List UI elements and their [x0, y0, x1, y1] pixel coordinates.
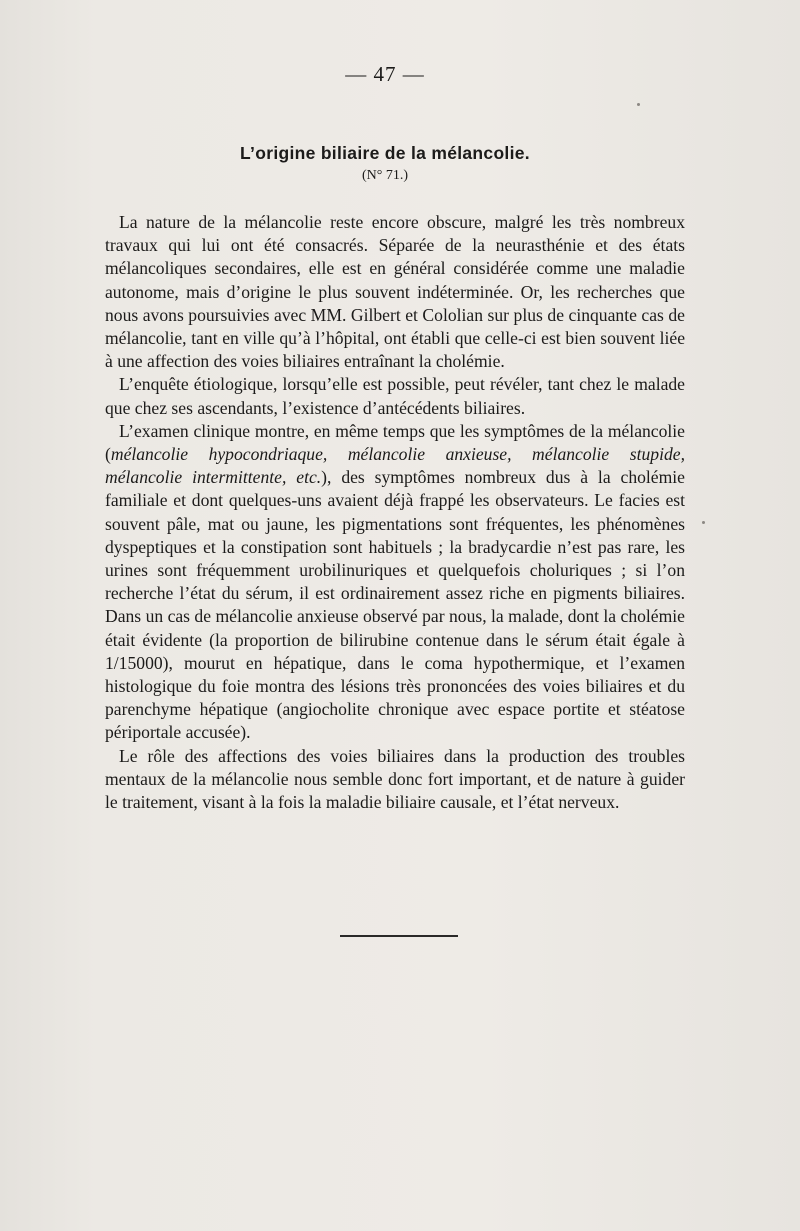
- section-number: (N° 71.): [361, 168, 409, 183]
- page-number: — 47 —: [345, 62, 425, 86]
- paragraph: [105, 420, 685, 745]
- body-text: [105, 211, 685, 814]
- paragraph: [105, 373, 685, 419]
- text-run: Le rôle des affections des voies biliaires dans la production des troubles mentaux de la mélancolie nous semble donc fort important, et de nature à guider le traitement, visant à la fois la maladie biliaire causale, et l’état nerveux.: [105, 745, 685, 813]
- section-title: L’origine biliaire de la mélancolie.: [240, 143, 530, 163]
- speck: [637, 103, 640, 106]
- end-rule: [340, 935, 458, 937]
- paragraph: [105, 211, 685, 373]
- text-run: ), des symptômes nombreux dus à la cholémie familiale et dont quelques-uns avaient déjà frappé les observateurs. Le facies est souvent pâle, mat ou jaune, les pigmentations sont fréquentes, les phénomènes dyspeptiques et la constipation sont habituels ; la bradycardie n’est pas rare, les urines sont fréquemment urobilinuriques et quelquefois choluriques ; si l’on recherche l’état du sérum, il est ordinairement assez riche en pigments biliaires. Dans un cas de mélancolie anxieuse observé par nous, la malade, dont la cholémie était évidente (la proportion de bilirubine contenue dans le sérum était égale à 1/15000), mourut en hépatique, dans le coma hypothermique, et l’examen histologique du foie montra des lésions très prononcées des voies biliaires et du parenchyme hépatique (angiocholite chronique avec espace portite et stéatose périportale accusée).: [105, 467, 685, 743]
- speck: [702, 521, 705, 524]
- text-run: L’examen clinique montre, en même temps que les symptômes de la mélancolie (: [105, 420, 685, 465]
- italic-text-run: mélancolie hypocondriaque, mélancolie anxieuse, mélancolie stupide, mélancolie intermittente, etc.: [105, 444, 685, 488]
- paragraph: [105, 745, 685, 815]
- text-run: La nature de la mélancolie reste encore obscure, malgré les très nombreux travaux qui lui ont été consacrés. Séparée de la neurasthénie et des états mélancoliques secondaires, elle est en général considérée comme une maladie autonome, mais d’origine le plus souvent indéterminée. Or, les recherches que nous avons poursuivies avec MM. Gilbert et Cololian sur plus de cinquante cas de mélancolie, tant en ville qu’à l’hôpital, ont établi que celle-ci est bien souvent liée à une affection des voies biliaires entraînant la cholémie.: [105, 212, 685, 372]
- text-run: L’enquête étiologique, lorsqu’elle est possible, peut révéler, tant chez le malade que chez ses ascendants, l’existence d’antécédents biliaires.: [105, 374, 685, 418]
